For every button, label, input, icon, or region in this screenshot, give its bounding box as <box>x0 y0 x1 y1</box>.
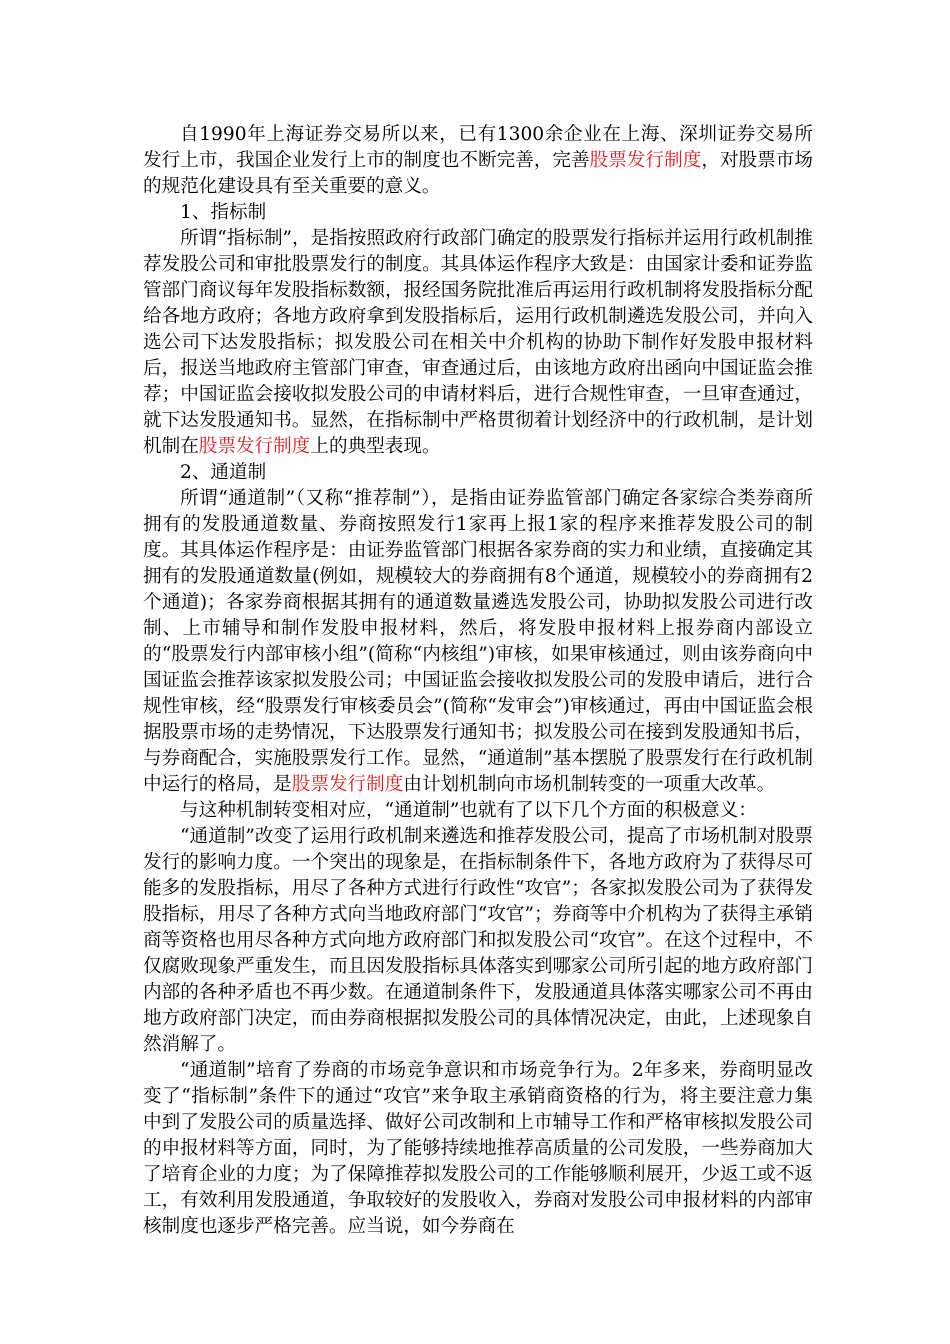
paragraph-text: 与这种机制转变相对应，“通道制”也就有了以下几个方面的积极意义： <box>180 800 757 821</box>
keyword-link[interactable]: 股票发行制度 <box>291 774 404 795</box>
body-paragraph <box>143 824 813 1058</box>
paragraph-text: ，对股票市场的规范化建设具有至关重要的意义。 <box>143 150 813 197</box>
paragraph-text: 由计划机制向市场机制转变的一项重大改革。 <box>403 774 776 795</box>
paragraph-text: “通道制”改变了运用行政机制来遴选和推荐发股公司，提高了市场机制对股票发行的影响力度。一个突出的现象是，在指标制条件下，各地方政府为了获得尽可能多的发股指标，用尽了各种方式进行行政性“攻官”；各家拟发股公司为了获得发股指标，用尽了各种方式向当地政府部门“攻官”；券商等中介机构为了获得主承销商等资格也用尽各种方式向地方政府部门和拟发股公司“攻官”。在这个过程中，不仅腐败现象严重发生，而且因发股指标具体落实到哪家公司所引起的地方政府部门内部的各种矛盾也不再少数。在通道制条件下，发股通道具体落实哪家公司不再由地方政府部门决定，而由券商根据拟发股公司的具体情况决定，由此，上述现象自然消解了。 <box>143 826 813 1055</box>
section-heading <box>143 460 813 486</box>
paragraph-text: 上的典型表现。 <box>310 436 441 457</box>
body-paragraph <box>143 226 813 460</box>
paragraph-text: 1、指标制 <box>180 202 267 223</box>
paragraph-text: 所谓“指标制”，是指按照政府行政部门确定的股票发行指标并运用行政机制推荐发股公司和审批股票发行的制度。其具体运作程序大致是：由国家计委和证券监管部门商议每年发股指标数额，报经国务院批准后再运用行政机制将发股指标分配给各地方政府；各地方政府拿到发股指标后，运用行政机制遴选发股公司，并向入选公司下达发股指标；拟发股公司在相关中介机构的协助下制作好发股申报材料后，报送当地政府主管部门审查，审查通过后，由该地方政府出函向中国证监会推荐；中国证监会接收拟发股公司的申请材料后，进行合规性审查，一旦审查通过，就下达发股通知书。显然，在指标制中严格贯彻着计划经济中的行政机制，是计划机制在 <box>143 228 813 457</box>
body-paragraph <box>143 122 813 200</box>
section-heading <box>143 200 813 226</box>
body-paragraph <box>143 486 813 798</box>
document-page <box>143 122 813 1240</box>
body-paragraph <box>143 1058 813 1240</box>
body-paragraph <box>143 798 813 824</box>
keyword-link[interactable]: 股票发行制度 <box>198 436 311 457</box>
paragraph-text: 所谓“通道制”（又称“推荐制”），是指由证券监管部门确定各家综合类券商所拥有的发股通道数量、券商按照发行1家再上报1家的程序来推荐发股公司的制度。其具体运作程序是：由证券监管部门根据各家券商的实力和业绩，直接确定其拥有的发股通道数量(例如，规模较大的券商拥有8个通道，规模较小的券商拥有2个通道)；各家券商根据其拥有的通道数量遴选发股公司，协助拟发股公司进行改制、上市辅导和制作发股申报材料，然后，将发股申报材料上报券商内部设立的“股票发行内部审核小组”(简称“内核组”)审核，如果审核通过，则由该券商向中国证监会推荐该家拟发股公司；中国证监会接收拟发股公司的发股申请后，进行合规性审核，经“股票发行审核委员会”(简称“发审会”)审核通过，再由中国证监会根据股票市场的走势情况，下达股票发行通知书；拟发股公司在接到发股通知书后，与券商配合，实施股票发行工作。显然，“通道制”基本摆脱了股票发行在行政机制中运行的格局，是 <box>143 488 813 795</box>
paragraph-text: 自1990年上海证券交易所以来，已有1300余企业在上海、深圳证券交易所发行上市，我国企业发行上市的制度也不断完善，完善 <box>143 124 813 171</box>
paragraph-text: 2、通道制 <box>180 462 267 483</box>
paragraph-text: “通道制”培育了券商的市场竞争意识和市场竞争行为。2年多来，券商明显改变了“指标制”条件下的通过“攻官”来争取主承销商资格的行为，将主要注意力集中到了发股公司的质量选择、做好公司改制和上市辅导工作和严格审核拟发股公司的申报材料等方面，同时，为了能够持续地推荐高质量的公司发股，一些券商加大了培育企业的力度；为了保障推荐拟发股公司的工作能够顺利展开，少返工或不返工，有效利用发股通道，争取较好的发股收入，券商对发股公司申报材料的内部审核制度也逐步严格完善。应当说，如今券商在 <box>143 1060 813 1237</box>
keyword-link[interactable]: 股票发行制度 <box>589 150 702 171</box>
